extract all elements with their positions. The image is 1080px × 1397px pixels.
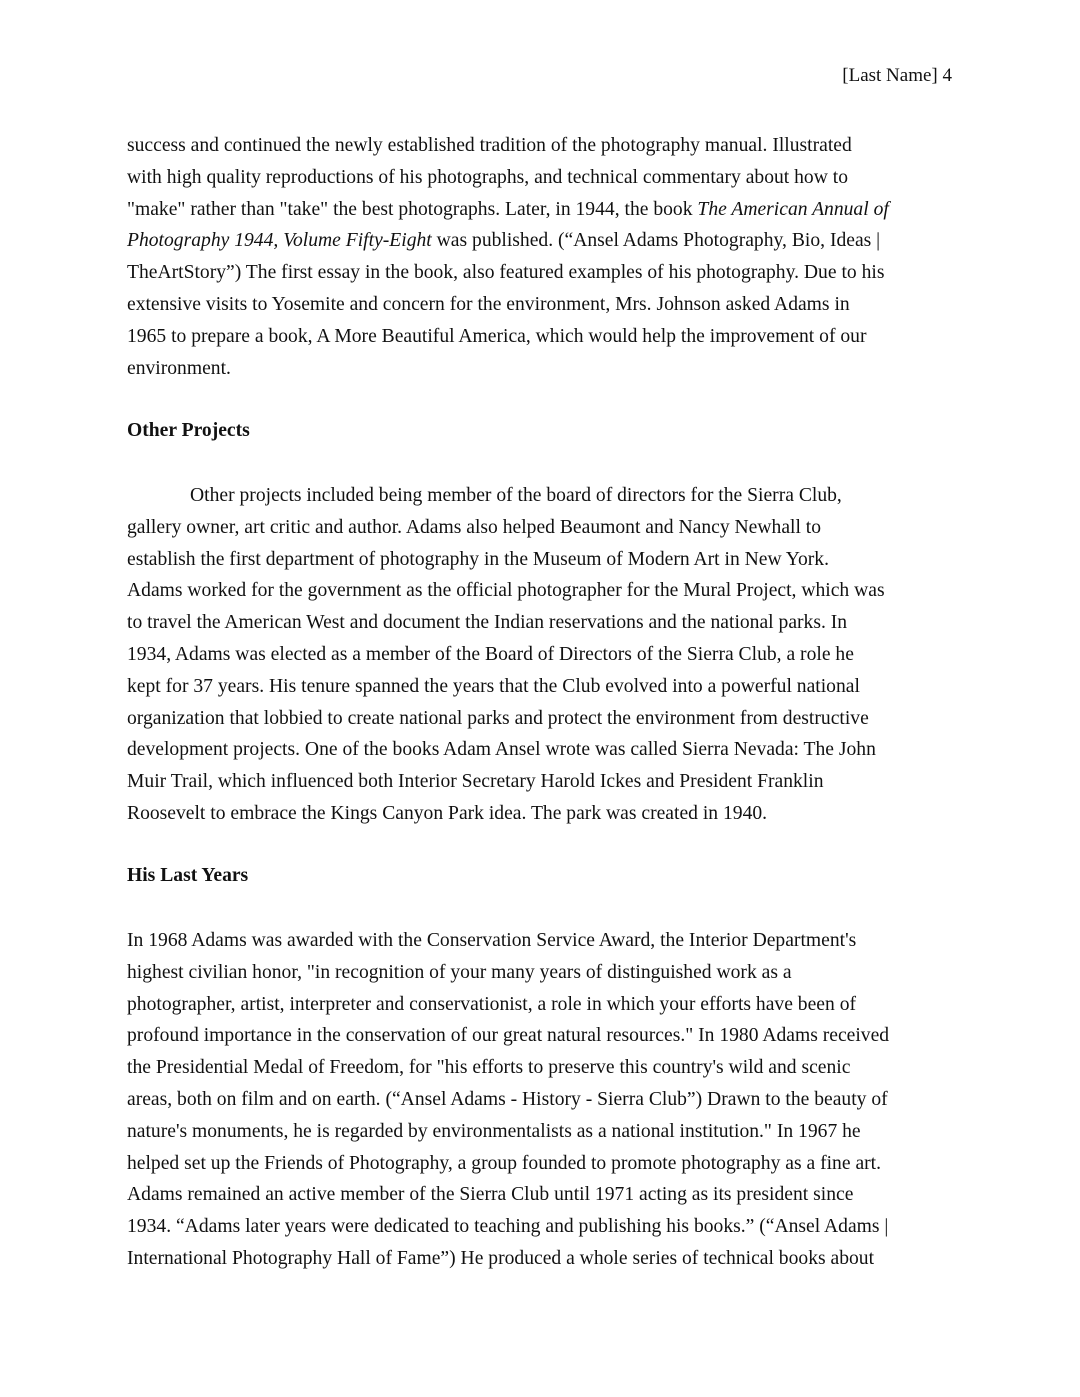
intro-paragraph	[127, 130, 959, 384]
text-line: profound importance in the conservation of our great natural resources." In 1980 Adams received	[127, 1025, 890, 1047]
text-line: Adams worked for the government as the official photographer for the Mural Project, which was	[127, 580, 885, 602]
text-line: Muir Trail, which influenced both Interior Secretary Harold Ickes and President Franklin	[127, 771, 824, 793]
text-line	[127, 225, 959, 257]
section-heading-last-years: His Last Years	[127, 865, 249, 886]
text-line: 1934, Adams was elected as a member of the Board of Directors of the Sierra Club, a role he	[127, 643, 854, 665]
text-line: environment.	[127, 357, 231, 379]
last-years-paragraph	[127, 925, 959, 1275]
text-line: organization that lobbied to create national parks and protect the environment from destructive	[127, 707, 869, 729]
text-line: TheArtStory”) The first essay in the book, also featured examples of his photography. Due to his	[127, 262, 885, 284]
text-line: Roosevelt to embrace the Kings Canyon Park idea. The park was created in 1940.	[127, 802, 768, 824]
section-heading-other-projects: Other Projects	[127, 420, 250, 441]
text-line: the Presidential Medal of Freedom, for "his efforts to preserve this country's wild and scenic	[127, 1057, 851, 1079]
text-line: 1965 to prepare a book, A More Beautiful America, which would help the improvement of our	[127, 325, 867, 347]
text-line: to travel the American West and document the Indian reservations and the national parks. In	[127, 612, 848, 634]
text-line: In 1968 Adams was awarded with the Conservation Service Award, the Interior Department's	[127, 930, 857, 951]
text-line	[127, 194, 959, 226]
text-line: photographer, artist, interpreter and conservationist, a role in which your efforts have been of	[127, 993, 857, 1015]
text-run: was published. (“Ansel Adams Photography, Bio, Ideas |	[431, 230, 881, 252]
book-title: Photography 1944, Volume Fifty-Eight	[127, 230, 432, 252]
text-run: "make" rather than "take" the best photographs. Later, in 1944, the book	[127, 198, 698, 220]
text-line: International Photography Hall of Fame”) He produced a whole series of technical books about	[127, 1247, 875, 1269]
text-line: highest civilian honor, "in recognition of your many years of distinguished work as a	[127, 961, 792, 983]
other-projects-paragraph	[127, 480, 959, 830]
text-line: gallery owner, art critic and author. Adams also helped Beaumont and Nancy Newhall to	[127, 516, 822, 538]
text-line: Other projects included being member of the board of directors for the Sierra Club,	[190, 485, 842, 506]
text-line: development projects. One of the books Adam Ansel wrote was called Sierra Nevada: The John	[127, 739, 876, 761]
text-line: 1934. “Adams later years were dedicated to teaching and publishing his books.” (“Ansel Adams |	[127, 1216, 889, 1238]
text-line: success and continued the newly established tradition of the photography manual. Illustrated	[127, 135, 852, 156]
text-line: extensive visits to Yosemite and concern for the environment, Mrs. Johnson asked Adams in	[127, 293, 850, 315]
text-line: kept for 37 years. His tenure spanned the years that the Club evolved into a powerful national	[127, 675, 860, 697]
text-line: areas, both on film and on earth. (“Ansel Adams - History - Sierra Club”) Drawn to the beauty of	[127, 1088, 888, 1110]
text-line: with high quality reproductions of his photographs, and technical commentary about how to	[127, 166, 849, 188]
text-line: nature's monuments, he is regarded by environmentalists as a national institution." In 1967 he	[127, 1120, 861, 1142]
running-header: [Last Name] 4	[842, 65, 952, 86]
text-line: helped set up the Friends of Photography, a group founded to promote photography as a fine art.	[127, 1152, 882, 1174]
text-line: Adams remained an active member of the Sierra Club until 1971 acting as its president since	[127, 1184, 854, 1206]
text-line: establish the first department of photography in the Museum of Modern Art in New York.	[127, 548, 830, 570]
book-title: The American Annual of	[697, 198, 889, 220]
